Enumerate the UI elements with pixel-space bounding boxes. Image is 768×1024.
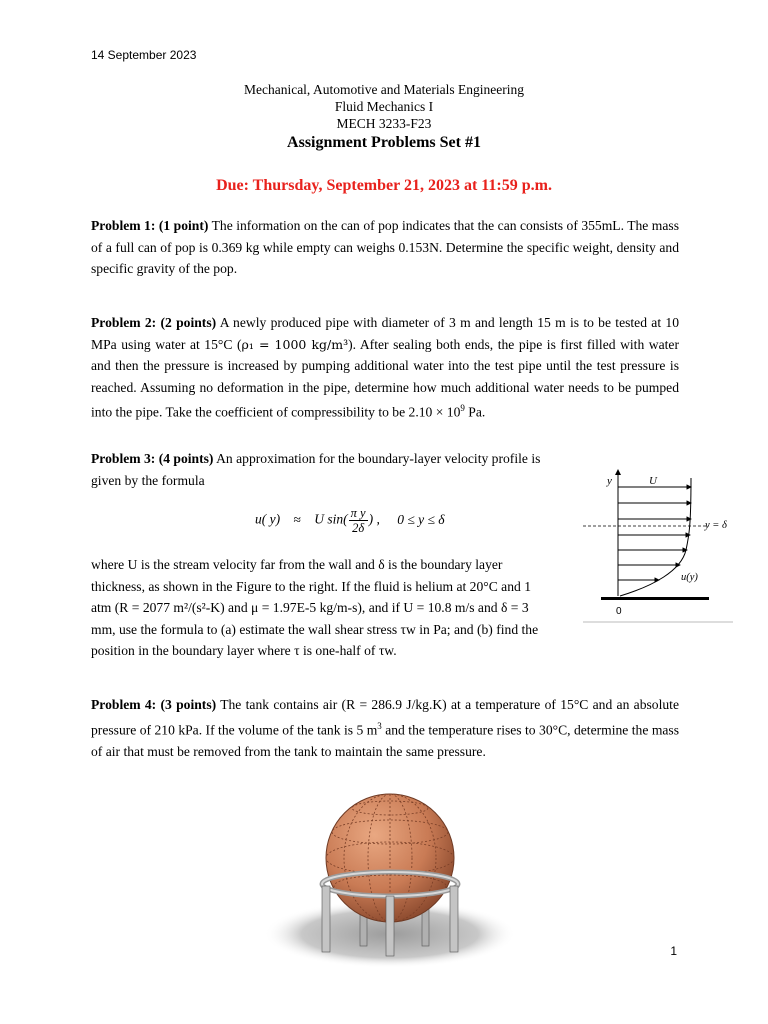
problem-3-label: Problem 3: (4 points) — [91, 451, 214, 466]
spherical-tank-illustration — [262, 774, 518, 972]
problem-4-text-a: The tank contains air (R = 286.9 J/kg.K) at a temperature of 15°C and an absolute pressure of 210 kPa. If the volume of the tank is 5 m — [91, 697, 679, 738]
problem-4 — [91, 694, 679, 762]
problem-2-text-b: ). After sealing both ends, the pipe is first filled with water and then the pressure is increased by pumping additional water into the test pipe until the test pressure is reached. Assuming no deformation in the pipe, determine how much additional water needs to be pumped into the pipe. Take the coefficient of compressibility to be 2.10 × 10 — [91, 336, 679, 420]
tank-leg — [386, 896, 394, 956]
problem-2 — [91, 312, 679, 423]
problem-3-intro-text: An approximation for the boundary-layer velocity profile is given by the formula — [91, 451, 541, 488]
course-code: MECH 3233-F23 — [336, 116, 432, 131]
velocity-formula — [255, 506, 445, 535]
origin-label: 0 — [616, 606, 622, 617]
formula-denominator: 2δ — [352, 521, 365, 535]
problem-3-intro — [91, 448, 551, 491]
formula-rhs-a: U sin( — [314, 511, 348, 527]
problem-1-label: Problem 1: (1 point) — [91, 218, 209, 233]
y-axis-label: y — [607, 475, 612, 487]
assignment-title: Assignment Problems Set #1 — [287, 134, 481, 151]
free-stream-label: U — [649, 475, 657, 487]
formula-approx: ≈ — [293, 511, 301, 527]
boundary-layer-figure — [583, 466, 733, 624]
problem-1-text: The information on the can of pop indicates that the can consists of 355mL. The mass of a full can of pop is 0.369 kg while empty can weighs 0.153N. Determine the specific weight, density and specific gravity of the pop. — [91, 218, 679, 276]
problem-4-label: Problem 4: (3 points) — [91, 697, 217, 712]
problem-3-body: where U is the stream velocity far from the wall and δ is the boundary layer thickness, as shown in the Figure to the right. If the fluid is helium at 20°C and 1 atm (R = 2077 m²/(s²-K) and μ = 1.97E-5 kg/m-s), and if U = 10.8 m/s and δ = 3 mm, use the formula to (a) estimate the wall shear stress τw in Pa; and (b) find the position in the boundary layer where τ is one-half of τw. — [91, 557, 539, 658]
problem-2-density: ρ₁ = 1000 kg/m³ — [241, 336, 349, 352]
problem-4-text-b: and the temperature rises to 30°C, determine the mass of air that must be removed from the tank to maintain the same pressure. — [91, 722, 680, 759]
page-number: 1 — [670, 944, 677, 958]
formula-rhs-b: ) , — [368, 511, 380, 527]
tank-leg — [322, 886, 330, 952]
problem-2-label: Problem 2: (2 points) — [91, 315, 217, 330]
due-date: Due: Thursday, September 21, 2023 at 11:59 p.m. — [216, 177, 552, 194]
problem-4-exponent: 3 — [377, 720, 382, 731]
formula-numerator: π y — [350, 506, 366, 520]
formula-range: 0 ≤ y ≤ δ — [397, 511, 445, 527]
course-name: Fluid Mechanics I — [334, 99, 434, 114]
department-name: Mechanical, Automotive and Materials Engineering — [243, 82, 525, 97]
document-date: 14 September 2023 — [91, 48, 197, 62]
problem-2-text-c: Pa. — [464, 404, 486, 420]
problem-2-exponent: 9 — [460, 403, 465, 413]
problem-1 — [91, 215, 679, 280]
problem-2-text-a: A newly produced pipe with diameter of 3 m and length 15 m is to be tested at 10 MPa using water at 15°C ( — [91, 315, 680, 352]
profile-label: u(y) — [681, 572, 698, 583]
formula-lhs: u( y) — [255, 511, 281, 527]
delta-label: y = δ — [705, 520, 727, 531]
tank-leg — [450, 886, 458, 952]
formula-fraction — [349, 506, 368, 535]
wall — [601, 597, 709, 600]
